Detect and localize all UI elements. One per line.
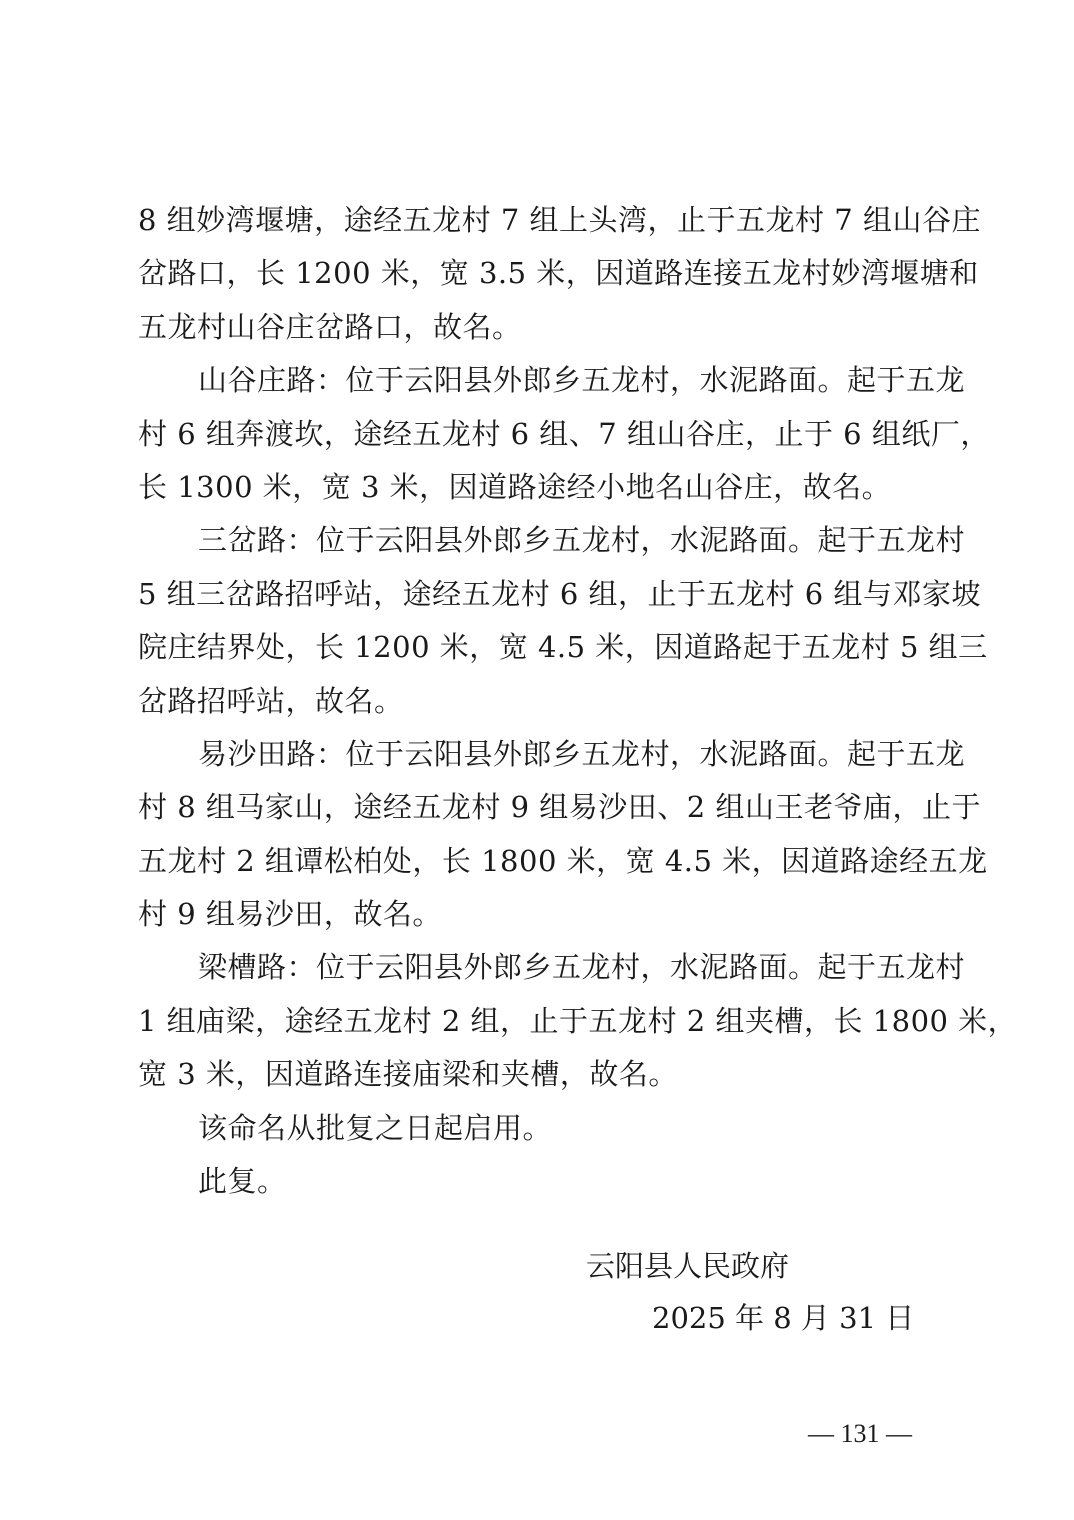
body-line: 宽 3 米，因道路连接庙梁和夹槽，故名。 — [138, 1057, 678, 1092]
body-line: 五龙村 2 组谭松柏处，长 1800 米，宽 4.5 米，因道路途经五龙 — [138, 843, 988, 878]
body-line: 五龙村山谷庄岔路口，故名。 — [138, 309, 522, 344]
body-line: 岔路招呼站，故名。 — [138, 683, 404, 718]
body-line: 5 组三岔路招呼站，途经五龙村 6 组，止于五龙村 6 组与邓家坡 — [138, 576, 981, 611]
body-line: 易沙田路：位于云阳县外郎乡五龙村，水泥路面。起于五龙 — [198, 736, 966, 771]
issuer-signature: 云阳县人民政府 — [586, 1249, 790, 1283]
page-number: — 131 — — [808, 1419, 912, 1448]
body-line: 村 9 组易沙田，故名。 — [138, 897, 442, 932]
body-line: 1 组庙梁，途经五龙村 2 组，止于五龙村 2 组夹槽，长 1800 米， — [138, 1003, 1018, 1038]
body-line: 岔路口，长 1200 米，宽 3.5 米，因道路连接五龙村妙湾堰塘和 — [138, 256, 979, 291]
document-body — [138, 194, 1018, 1208]
body-line: 村 8 组马家山，途经五龙村 9 组易沙田、2 组山王老爷庙，止于 — [138, 790, 981, 825]
body-line: 该命名从批复之日起启用。 — [198, 1110, 553, 1145]
body-line: 长 1300 米，宽 3 米，因道路途经小地名山谷庄，故名。 — [138, 469, 892, 504]
body-line: 山谷庄路：位于云阳县外郎乡五龙村，水泥路面。起于五龙 — [198, 363, 966, 398]
body-line: 三岔路：位于云阳县外郎乡五龙村，水泥路面。起于五龙村 — [198, 523, 966, 558]
issue-date: 2025 年 8 月 31 日 — [652, 1301, 915, 1335]
body-line: 梁槽路：位于云阳县外郎乡五龙村，水泥路面。起于五龙村 — [198, 950, 966, 985]
body-line: 院庄结界处，长 1200 米，宽 4.5 米，因道路起于五龙村 5 组三 — [138, 630, 988, 665]
body-line: 8 组妙湾堰塘，途经五龙村 7 组上头湾，止于五龙村 7 组山谷庄 — [138, 203, 981, 237]
body-line: 此复。 — [198, 1164, 287, 1199]
body-line: 村 6 组奔渡坎，途经五龙村 6 组、7 组山谷庄，止于 6 组纸厂， — [138, 416, 990, 451]
